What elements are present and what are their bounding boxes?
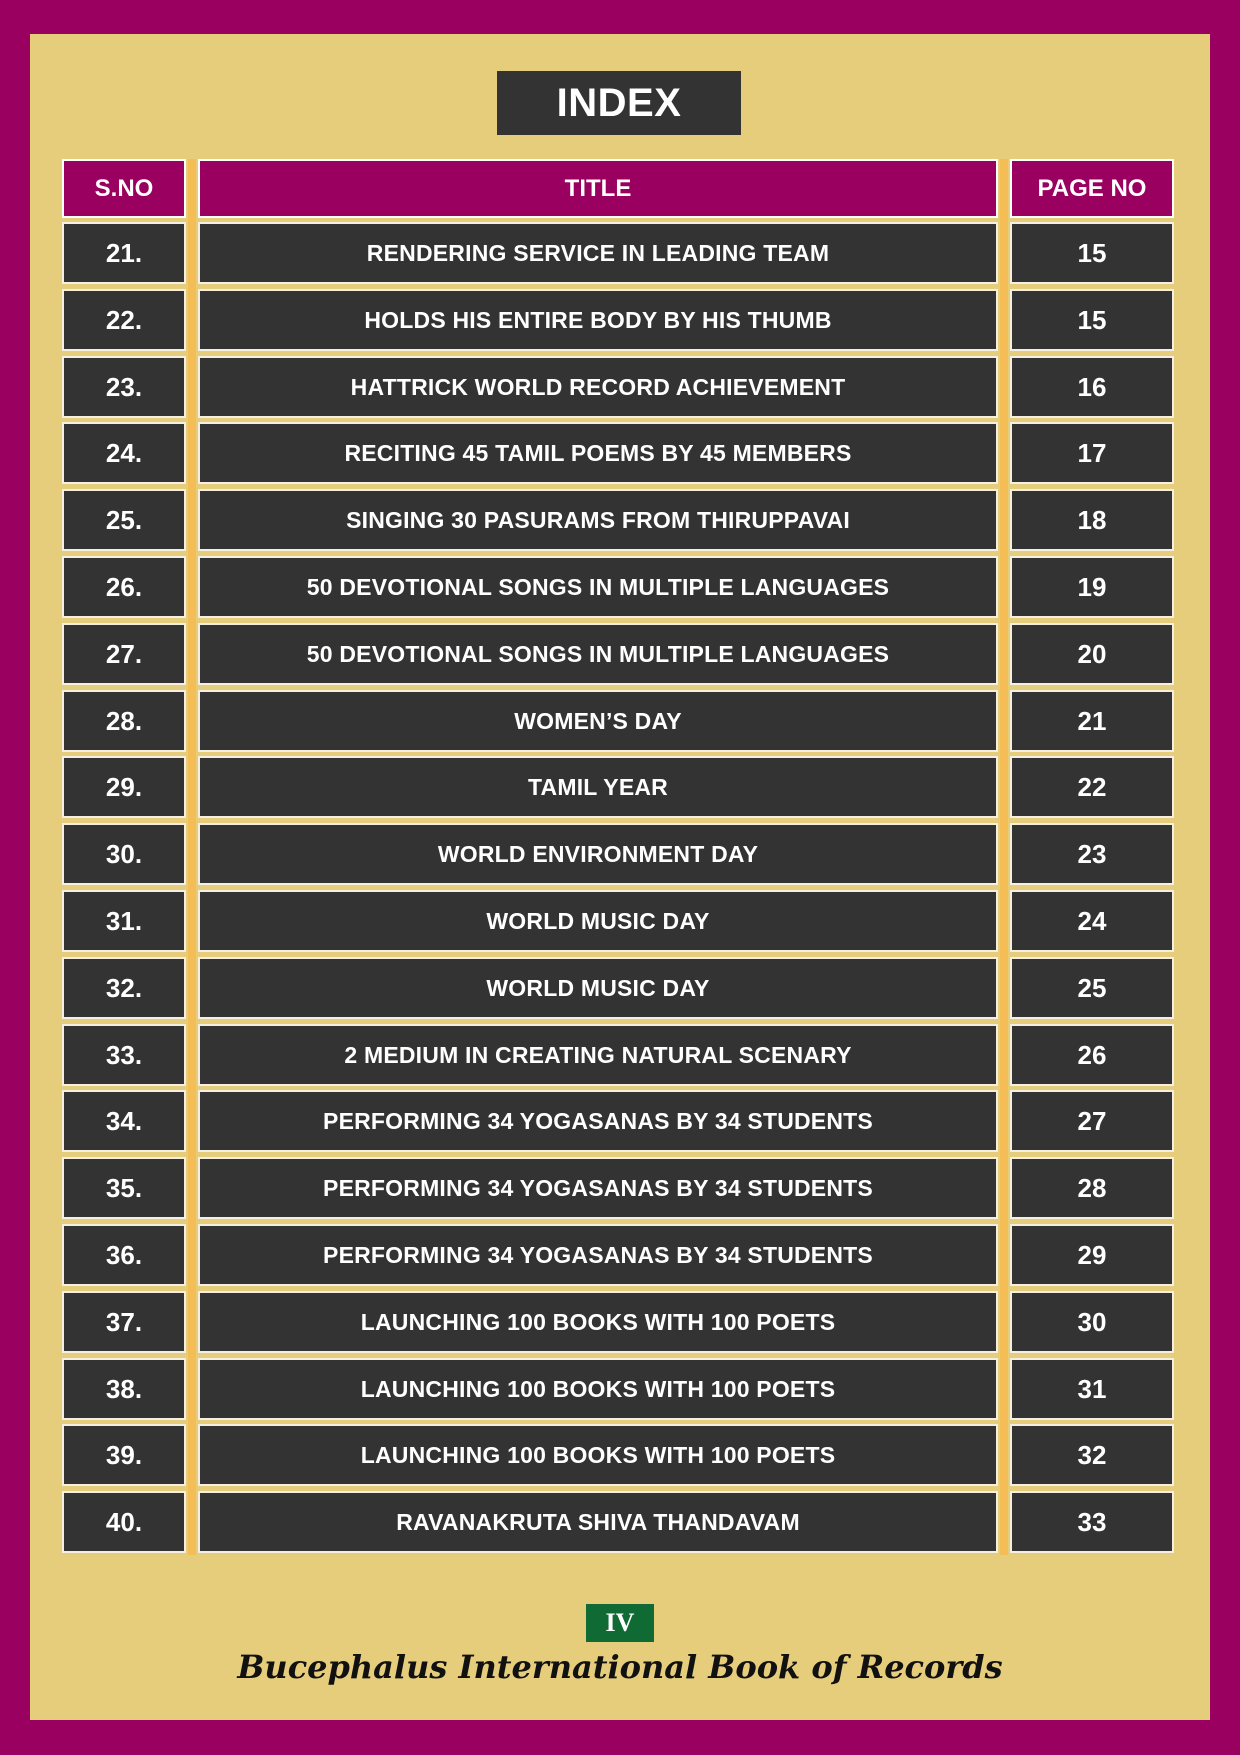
- publisher-name: Bucephalus International Book of Records: [237, 1648, 1003, 1686]
- page-title: INDEX: [497, 71, 741, 135]
- row-title: RECITING 45 TAMIL POEMS BY 45 MEMBERS: [198, 422, 998, 484]
- row-sno: 23.: [62, 356, 186, 418]
- row-sno: 24.: [62, 422, 186, 484]
- row-sno: 36.: [62, 1224, 186, 1286]
- row-page-no: 25: [1010, 957, 1174, 1019]
- row-sno: 30.: [62, 823, 186, 885]
- row-title: WORLD MUSIC DAY: [198, 957, 998, 1019]
- row-title: LAUNCHING 100 BOOKS WITH 100 POETS: [198, 1291, 998, 1353]
- row-title: WORLD MUSIC DAY: [198, 890, 998, 952]
- row-sno: 22.: [62, 289, 186, 351]
- row-sno: 40.: [62, 1491, 186, 1553]
- row-sno: 21.: [62, 222, 186, 284]
- row-sno: 28.: [62, 690, 186, 752]
- row-page-no: 30: [1010, 1291, 1174, 1353]
- row-title: PERFORMING 34 YOGASANAS BY 34 STUDENTS: [198, 1224, 998, 1286]
- row-title: 50 DEVOTIONAL SONGS IN MULTIPLE LANGUAGES: [198, 623, 998, 685]
- row-title: LAUNCHING 100 BOOKS WITH 100 POETS: [198, 1358, 998, 1420]
- row-page-no: 29: [1010, 1224, 1174, 1286]
- row-sno: 34.: [62, 1090, 186, 1152]
- row-page-no: 16: [1010, 356, 1174, 418]
- row-title: LAUNCHING 100 BOOKS WITH 100 POETS: [198, 1424, 998, 1486]
- page-number-badge: IV: [586, 1604, 654, 1642]
- row-title: PERFORMING 34 YOGASANAS BY 34 STUDENTS: [198, 1157, 998, 1219]
- header-sno: S.NO: [62, 159, 186, 218]
- row-title: 2 MEDIUM IN CREATING NATURAL SCENARY: [198, 1024, 998, 1086]
- row-sno: 32.: [62, 957, 186, 1019]
- row-page-no: 19: [1010, 556, 1174, 618]
- row-page-no: 20: [1010, 623, 1174, 685]
- row-sno: 29.: [62, 756, 186, 818]
- row-sno: 31.: [62, 890, 186, 952]
- row-title: SINGING 30 PASURAMS FROM THIRUPPAVAI: [198, 489, 998, 551]
- row-page-no: 32: [1010, 1424, 1174, 1486]
- header-page-no: PAGE NO: [1010, 159, 1174, 218]
- row-page-no: 26: [1010, 1024, 1174, 1086]
- row-title: WOMEN’S DAY: [198, 690, 998, 752]
- row-sno: 33.: [62, 1024, 186, 1086]
- row-page-no: 21: [1010, 690, 1174, 752]
- index-table-body: [30, 34, 1210, 1720]
- row-sno: 25.: [62, 489, 186, 551]
- row-title: WORLD ENVIRONMENT DAY: [198, 823, 998, 885]
- row-page-no: 17: [1010, 422, 1174, 484]
- row-page-no: 18: [1010, 489, 1174, 551]
- row-sno: 37.: [62, 1291, 186, 1353]
- row-title: RENDERING SERVICE IN LEADING TEAM: [198, 222, 998, 284]
- row-page-no: 24: [1010, 890, 1174, 952]
- row-sno: 35.: [62, 1157, 186, 1219]
- row-sno: 39.: [62, 1424, 186, 1486]
- header-title: TITLE: [198, 159, 998, 218]
- row-title: PERFORMING 34 YOGASANAS BY 34 STUDENTS: [198, 1090, 998, 1152]
- row-page-no: 33: [1010, 1491, 1174, 1553]
- row-title: 50 DEVOTIONAL SONGS IN MULTIPLE LANGUAGES: [198, 556, 998, 618]
- row-page-no: 31: [1010, 1358, 1174, 1420]
- row-sno: 27.: [62, 623, 186, 685]
- row-title: HOLDS HIS ENTIRE BODY BY HIS THUMB: [198, 289, 998, 351]
- index-page: [30, 34, 1210, 1720]
- row-sno: 38.: [62, 1358, 186, 1420]
- row-sno: 26.: [62, 556, 186, 618]
- row-page-no: 23: [1010, 823, 1174, 885]
- row-page-no: 15: [1010, 289, 1174, 351]
- row-page-no: 28: [1010, 1157, 1174, 1219]
- row-page-no: 15: [1010, 222, 1174, 284]
- row-title: TAMIL YEAR: [198, 756, 998, 818]
- row-title: HATTRICK WORLD RECORD ACHIEVEMENT: [198, 356, 998, 418]
- row-title: RAVANAKRUTA SHIVA THANDAVAM: [198, 1491, 998, 1553]
- row-page-no: 27: [1010, 1090, 1174, 1152]
- row-page-no: 22: [1010, 756, 1174, 818]
